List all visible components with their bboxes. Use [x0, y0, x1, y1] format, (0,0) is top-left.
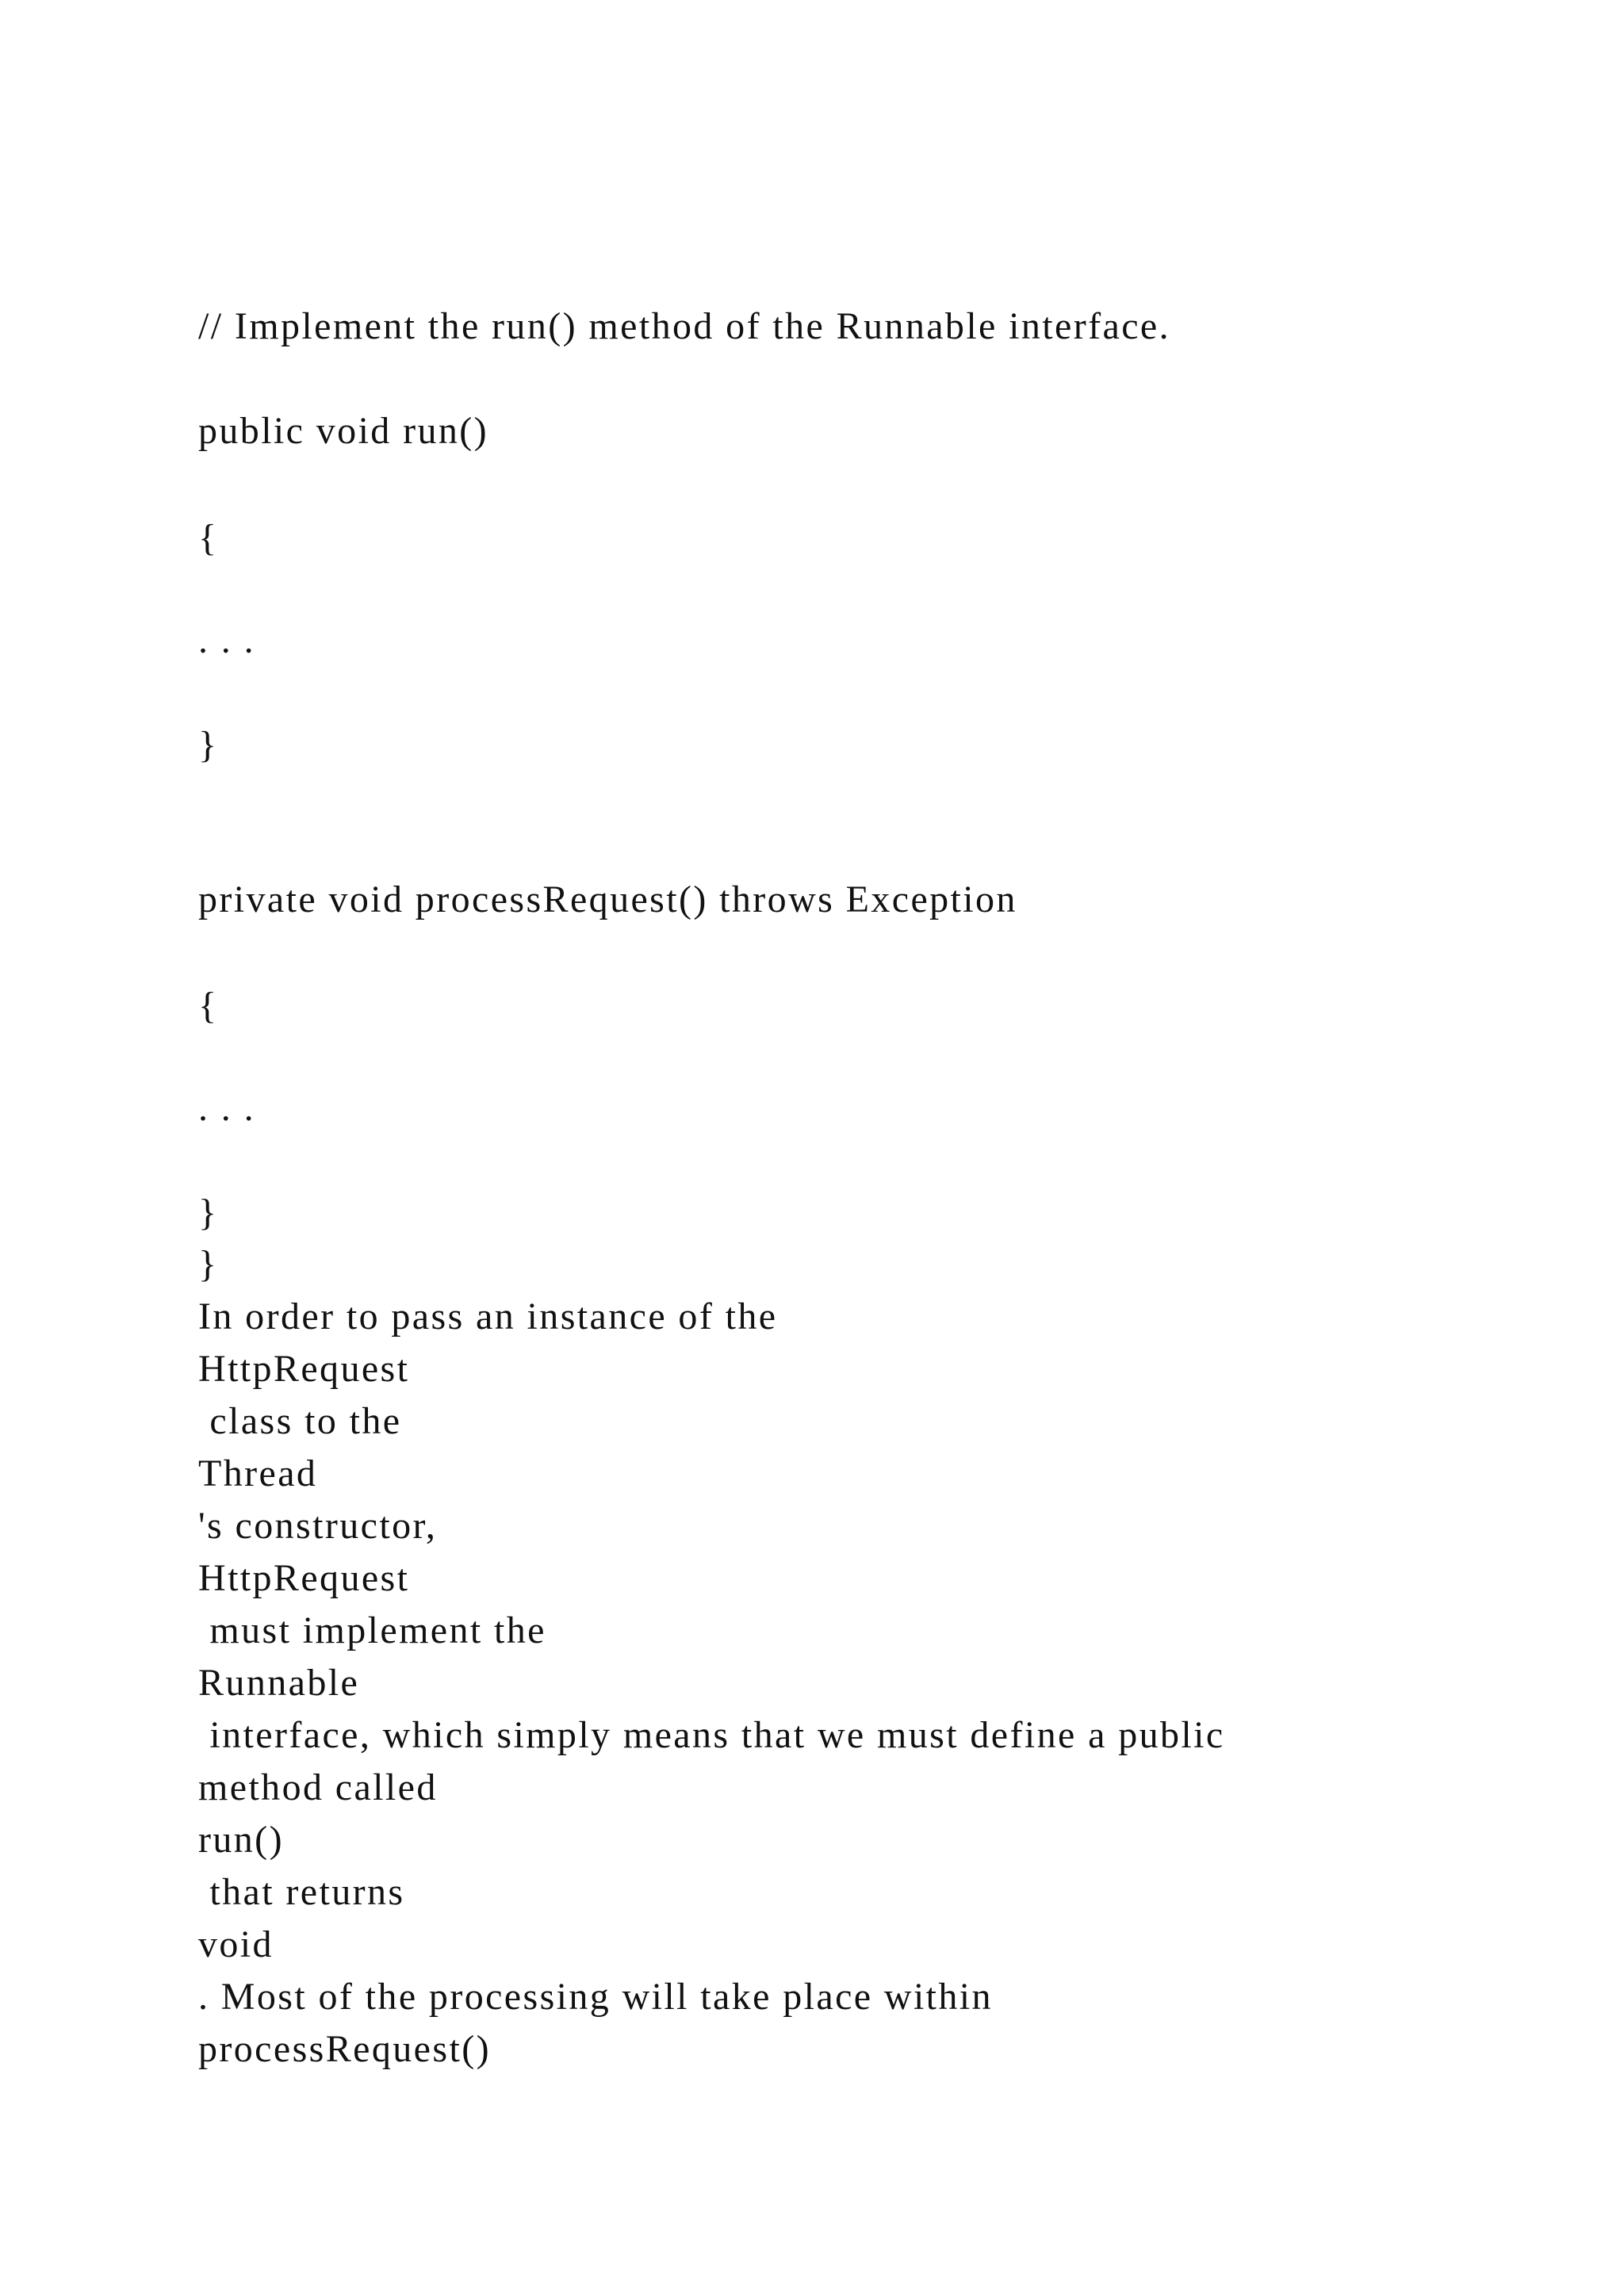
- paragraph-line: interface, which simply means that we must define a public: [198, 1714, 1225, 1756]
- paragraph-line: that returns: [198, 1871, 405, 1913]
- paragraph-line: method called: [198, 1766, 438, 1808]
- paragraph-line: . Most of the processing will take place within: [198, 1976, 993, 2018]
- process-open-brace: {: [198, 985, 219, 1027]
- paragraph-line: Thread: [198, 1452, 318, 1494]
- process-body-ellipsis: . . .: [198, 1087, 255, 1129]
- class-close-brace: }: [198, 1243, 219, 1285]
- paragraph-line: HttpRequest: [198, 1348, 410, 1390]
- process-close-brace: }: [198, 1192, 219, 1234]
- run-body-ellipsis: . . .: [198, 619, 255, 661]
- paragraph-line: void: [198, 1923, 274, 1965]
- paragraph-line: In order to pass an instance of the: [198, 1295, 778, 1337]
- paragraph-line: class to the: [198, 1400, 402, 1442]
- paragraph-line: HttpRequest: [198, 1557, 410, 1599]
- code-comment: // Implement the run() method of the Runnable interface.: [198, 305, 1171, 347]
- paragraph-line: 's constructor,: [198, 1505, 438, 1547]
- run-close-brace: }: [198, 724, 219, 766]
- run-method-signature: public void run(): [198, 410, 489, 452]
- paragraph-line: run(): [198, 1819, 284, 1861]
- process-request-signature: private void processRequest() throws Exception: [198, 878, 1017, 920]
- run-open-brace: {: [198, 517, 219, 559]
- paragraph-line: must implement the: [198, 1609, 546, 1651]
- paragraph-line: processRequest(): [198, 2028, 491, 2070]
- paragraph-line: Runnable: [198, 1662, 360, 1704]
